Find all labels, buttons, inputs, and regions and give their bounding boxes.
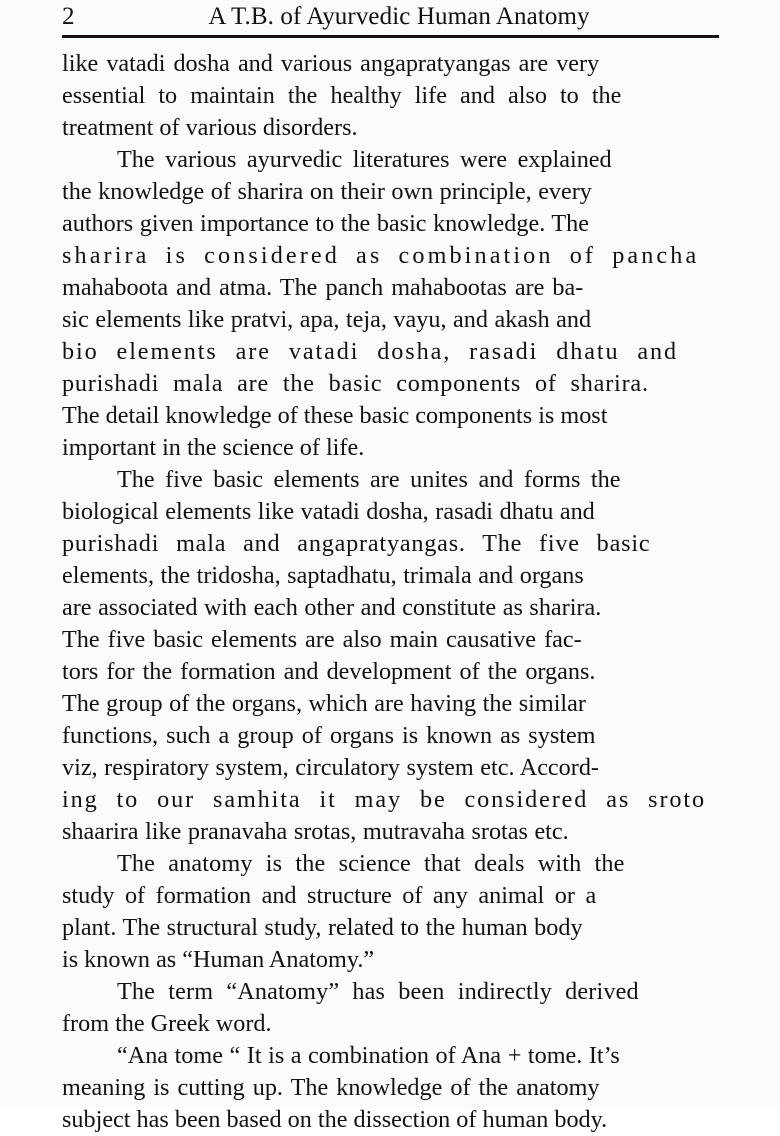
text-line: sic elements like pratvi, apa, teja, vayu, and akash and — [62, 306, 592, 333]
text-line: The term “Anatomy” has been indirectly derived — [117, 978, 639, 1005]
text-line: The anatomy is the science that deals with the — [117, 850, 625, 877]
text-line: shaarira like pranavaha srotas, mutravaha srotas etc. — [62, 818, 569, 845]
text-line: The group of the organs, which are having the similar — [62, 690, 586, 717]
text-line: sharira is considered as combination of pancha — [62, 242, 700, 269]
text-line: important in the science of life. — [62, 434, 365, 461]
text-line: subject has been based on the dissection of human body. — [62, 1106, 608, 1133]
text-line: essential to maintain the healthy life and also to the — [62, 82, 622, 109]
text-line: bio elements are vatadi dosha, rasadi dhatu and — [62, 338, 679, 365]
text-line: purishadi mala are the basic components of sharira. — [62, 370, 649, 397]
text-line: plant. The structural study, related to the human body — [62, 914, 583, 941]
paragraph — [62, 144, 719, 464]
page-number: 2 — [62, 3, 75, 30]
text-line: are associated with each other and constitute as sharira. — [62, 594, 602, 621]
text-line: ing to our samhita it may be considered as sroto — [62, 786, 707, 813]
paragraph — [62, 1040, 719, 1136]
text-line: authors given importance to the basic knowledge. The — [62, 210, 589, 237]
text-line: viz, respiratory system, circulatory system etc. Accord- — [62, 754, 599, 781]
text-line: functions, such a group of organs is known as system — [62, 722, 596, 749]
body-text-column — [62, 48, 719, 1136]
text-line: from the Greek word. — [62, 1010, 272, 1037]
text-line: tors for the formation and development of the organs. — [62, 658, 596, 685]
text-line: meaning is cutting up. The knowledge of the anatomy — [62, 1074, 600, 1101]
text-line: mahaboota and atma. The panch mahabootas are ba- — [62, 274, 584, 301]
text-line: biological elements like vatadi dosha, rasadi dhatu and — [62, 498, 595, 525]
paragraph — [62, 48, 719, 144]
text-line: is known as “Human Anatomy.” — [62, 946, 375, 973]
text-line: like vatadi dosha and various angapratyangas are very — [62, 50, 600, 77]
text-line: treatment of various disorders. — [62, 114, 358, 141]
paragraph — [62, 464, 719, 848]
header-divider-rule — [62, 35, 719, 38]
running-head-title: A T.B. of Ayurvedic Human Anatomy — [208, 3, 590, 30]
paragraph — [62, 848, 719, 976]
running-head — [62, 2, 718, 32]
paragraph — [62, 976, 719, 1040]
text-line: purishadi mala and angapratyangas. The five basic — [62, 530, 651, 557]
text-line: “Ana tome “ It is a combination of Ana + tome. It’s — [117, 1042, 620, 1069]
text-line: The detail knowledge of these basic components is most — [62, 402, 608, 429]
text-line: elements, the tridosha, saptadhatu, trimala and organs — [62, 562, 584, 589]
text-line: The various ayurvedic literatures were explained — [117, 146, 612, 173]
text-line: The five basic elements are also main causative fac- — [62, 626, 582, 653]
text-line: the knowledge of sharira on their own principle, every — [62, 178, 592, 205]
text-line: The five basic elements are unites and forms the — [117, 466, 621, 493]
text-line: study of formation and structure of any animal or a — [62, 882, 597, 909]
